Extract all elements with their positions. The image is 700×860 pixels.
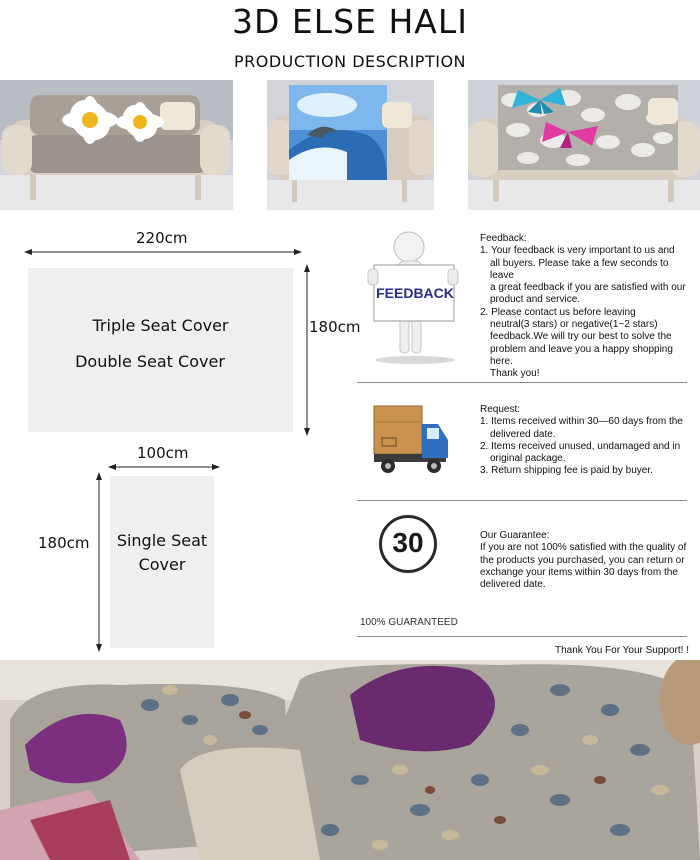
- request-line: original package.: [490, 453, 566, 465]
- request-text: [480, 404, 695, 478]
- guarantee-caption: 100% GUARANTEED: [360, 617, 458, 628]
- feedback-line: Feedback:: [480, 233, 527, 244]
- butterfly-sofa-photo: [468, 80, 700, 210]
- request-line: 3. Return shipping fee is paid by buyer.: [480, 465, 653, 477]
- separator-line: [357, 500, 687, 501]
- request-line: 2. Items received unused, undamaged and in: [480, 440, 681, 452]
- feedback-line: product and service.: [490, 294, 581, 306]
- cover-label: Cover: [138, 555, 186, 574]
- guarantee-line: delivered date.: [480, 579, 546, 591]
- small-height-label: 180cm: [38, 534, 90, 552]
- large-cover-box: [28, 268, 293, 432]
- feedback-line: all buyers. Please take a few seconds to leave: [490, 257, 669, 281]
- feedback-line: Thank you!: [490, 368, 540, 380]
- page-title: 3D ELSE HALI: [232, 2, 468, 41]
- feedback-line: feedback.We will try our best to solve the: [490, 331, 672, 343]
- request-line: Request:: [480, 404, 521, 415]
- thanks-text: Thank You For Your Support! !: [555, 645, 689, 656]
- guarantee-line: exchange your items within 30 days from the: [480, 566, 678, 578]
- single-seat-label: Single Seat: [116, 531, 208, 550]
- daisy-sofa-photo: [0, 80, 233, 210]
- separator-line: [357, 636, 687, 637]
- separator-line: [357, 382, 687, 383]
- feedback-line: a great feedback if you are satisfied with our: [490, 282, 686, 294]
- feedback-line: neutral(3 stars) or negative(1~2 stars): [490, 319, 658, 331]
- guarantee-number: 30: [392, 527, 424, 558]
- page-subtitle: PRODUCTION DESCRIPTION: [234, 52, 466, 71]
- feedback-line: problem and leave you a happy shopping here.: [490, 343, 673, 367]
- triple-seat-label: Triple Seat Cover: [92, 316, 229, 335]
- guarantee-line: the products you purchased, you can return or: [480, 554, 685, 566]
- request-line: delivered date.: [490, 428, 556, 440]
- feedback-text: [480, 233, 695, 381]
- large-height-label: 180cm: [309, 318, 361, 336]
- guarantee-line: Our Guarantee:: [480, 530, 550, 541]
- guarantee-line: If you are not 100% satisfied with the quality of: [480, 542, 687, 554]
- guarantee-text: [480, 530, 695, 591]
- pebble-sofa-photo: [0, 660, 700, 860]
- large-width-label: 220cm: [136, 229, 188, 247]
- small-width-label: 100cm: [137, 444, 189, 462]
- request-line: 1. Items received within 30—60 days from the: [480, 416, 683, 428]
- delivery-truck-icon: [372, 402, 452, 482]
- feedback-line: 2. Please contact us before leaving: [480, 306, 636, 318]
- feedback-badge: FEEDBACK: [376, 285, 454, 301]
- feedback-line: 1. Your feedback is very important to us and: [480, 245, 675, 257]
- dolphin-sofa-photo: [267, 80, 434, 210]
- double-seat-label: Double Seat Cover: [75, 352, 225, 371]
